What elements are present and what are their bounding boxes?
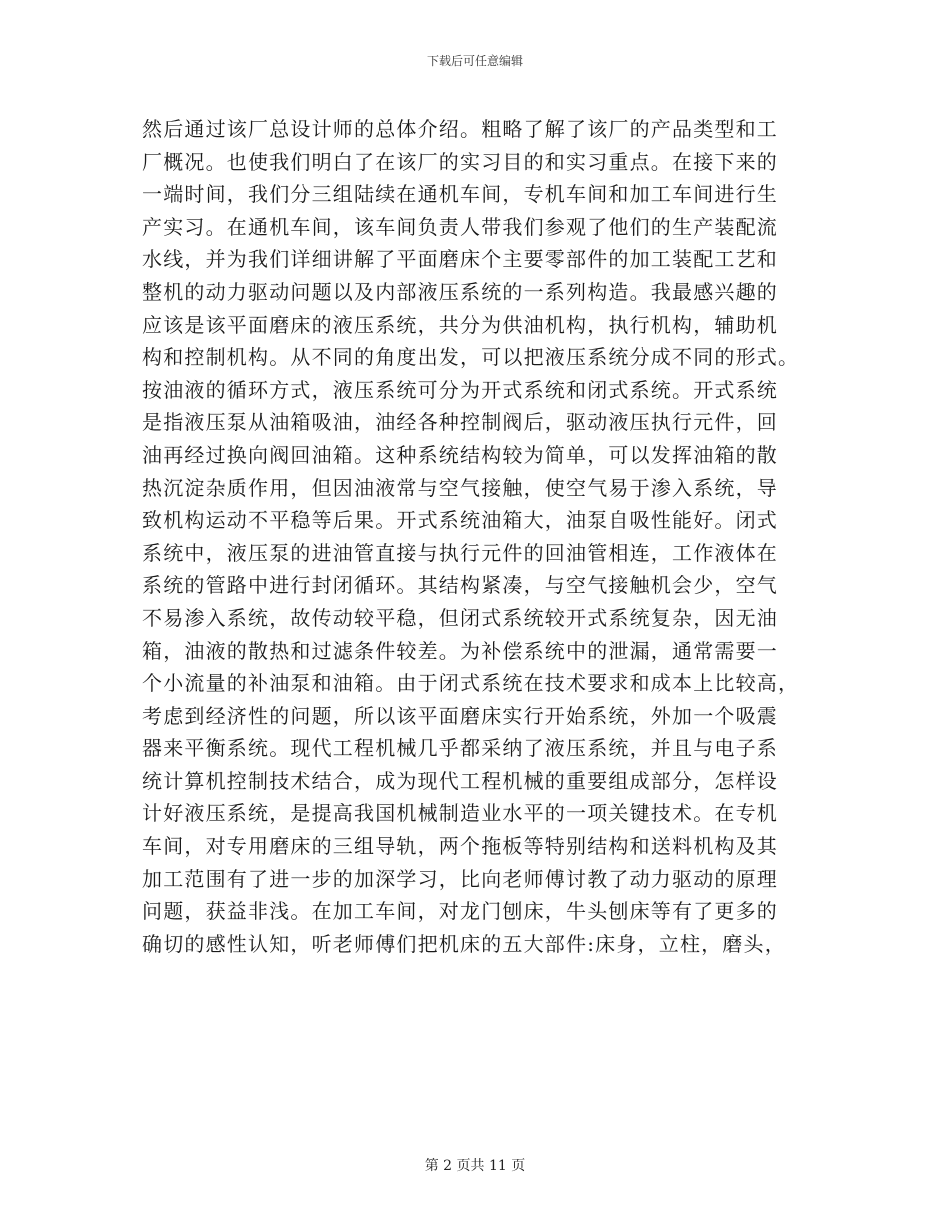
text-line: 水线，并为我们详细讲解了平面磨床个主要零部件的加工装配工艺和	[142, 247, 778, 272]
text-line: 油再经过换向阀回油箱。这种系统结构较为简单，可以发挥油箱的散	[142, 442, 778, 467]
page-header: 下载后可任意编辑	[426, 54, 523, 68]
text-line: 统计算机控制技术结合，成为现代工程机械的重要组成部分，怎样设	[142, 768, 778, 793]
text-line: 系统中，液压泵的进油管直接与执行元件的回油管相连，工作液体在	[142, 540, 778, 565]
text-line: 整机的动力驱动问题以及内部液压系统的一系列构造。我最感兴趣的	[142, 279, 778, 304]
text-line: 是指液压泵从油箱吸油，油经各种控制阀后，驱动液压执行元件，回	[142, 410, 778, 435]
text-line: 产实习。在通机车间，该车间负责人带我们参观了他们的生产装配流	[142, 214, 778, 239]
text-line: 系统的管路中进行封闭循环。其结构紧凑，与空气接触机会少，空气	[142, 573, 778, 598]
text-line: 一端时间，我们分三组陆续在通机车间，专机车间和加工车间进行生	[142, 182, 778, 207]
text-line: 厂概况。也使我们明白了在该厂的实习目的和实习重点。在接下来的	[142, 149, 778, 174]
text-line: 箱，油液的散热和过滤条件较差。为补偿系统中的泄漏，通常需要一	[142, 638, 778, 663]
text-line: 考虑到经济性的问题，所以该平面磨床实行开始系统，外加一个吸震	[142, 703, 778, 728]
page-footer: 第 2 页共 11 页	[424, 1158, 526, 1174]
text-line: 车间，对专用磨床的三组导轨，两个拖板等特别结构和送料机构及其	[142, 834, 778, 859]
text-line: 致机构运动不平稳等后果。开式系统油箱大，油泵自吸性能好。闭式	[142, 508, 778, 533]
text-line: 热沉淀杂质作用，但因油液常与空气接触，使空气易于渗入系统，导	[142, 475, 778, 500]
text-line: 问题，获益非浅。在加工车间，对龙门刨床，牛头刨床等有了更多的	[142, 899, 778, 924]
text-line: 计好液压系统，是提高我国机械制造业水平的一项关键技术。在专机	[142, 801, 778, 826]
text-line: 加工范围有了进一步的加深学习，比向老师傅讨教了动力驱动的原理	[142, 866, 778, 891]
text-line: 应该是该平面磨床的液压系统，共分为供油机构，执行机构，辅助机	[142, 312, 778, 337]
text-line: 按油液的循环方式，液压系统可分为开式系统和闭式系统。开式系统	[142, 377, 778, 402]
text-line: 然后通过该厂总设计师的总体介绍。粗略了解了该厂的产品类型和工	[142, 117, 778, 141]
text-line: 构和控制机构。从不同的角度出发，可以把液压系统分成不同的形式。	[142, 345, 800, 370]
text-line: 器来平衡系统。现代工程机械几乎都采纳了液压系统，并且与电子系	[142, 736, 778, 761]
text-line: 不易渗入系统，故传动较平稳，但闭式系统较开式系统复杂，因无油	[142, 605, 778, 630]
text-line: 确切的感性认知，听老师傅们把机床的五大部件:床身，立柱，磨头，	[142, 931, 786, 956]
body-text	[142, 113, 812, 960]
text-line: 个小流量的补油泵和油箱。由于闭式系统在技术要求和成本上比较高，	[142, 671, 800, 696]
